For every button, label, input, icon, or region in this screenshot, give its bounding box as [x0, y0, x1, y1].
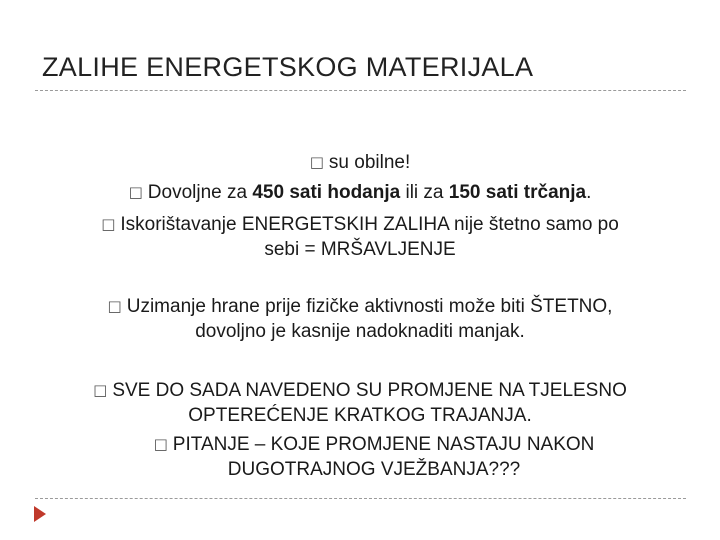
line-1-text: su obilne!	[328, 152, 411, 173]
line-2-bold-hours-running: 150 sati trčanja	[448, 182, 587, 203]
line-2-pre: Dovoljne za	[147, 182, 253, 203]
bullet-line-1	[0, 150, 720, 176]
line-3-text: Iskorištavanje ENERGETSKIH ZALIHA nije štetno samo po	[120, 214, 619, 235]
line-2-post: .	[586, 182, 592, 203]
next-arrow-icon[interactable]	[34, 506, 46, 522]
square-bullet-icon: □	[128, 183, 143, 201]
title-divider	[35, 90, 686, 91]
square-bullet-icon: □	[153, 435, 168, 453]
line-6-continuation: DUGOTRAJNOG VJEŽBANJA???	[227, 459, 521, 480]
line-5-text: SVE DO SADA NAVEDENO SU PROMJENE NA TJELESNO	[112, 380, 627, 401]
footer-divider	[35, 498, 686, 499]
line-2-mid: ili za	[400, 182, 449, 203]
line-4-text: Uzimanje hrane prije fizičke aktivnosti može biti ŠTETNO,	[126, 296, 613, 317]
line-2-bold-hours-walking: 450 sati hodanja	[252, 182, 401, 203]
square-bullet-icon: □	[101, 215, 116, 233]
bullet-line-3	[0, 212, 720, 238]
bullet-line-5	[0, 378, 720, 404]
bullet-line-4	[0, 294, 720, 320]
line-4-continuation: dovoljno je kasnije nadoknaditi manjak.	[195, 321, 525, 342]
line-6-text: PITANJE – KOJE PROMJENE NASTAJU NAKON	[172, 434, 595, 455]
square-bullet-icon: □	[107, 297, 122, 315]
line-5-continuation: OPTEREĆENJE KRATKOG TRAJANJA.	[188, 405, 532, 426]
square-bullet-icon: □	[309, 153, 324, 171]
bullet-line-2	[0, 180, 720, 206]
line-3-continuation: sebi = MRŠAVLJENJE	[264, 239, 456, 260]
square-bullet-icon: □	[93, 381, 108, 399]
bullet-line-6	[14, 432, 720, 458]
slide-title: ZALIHE ENERGETSKOG MATERIJALA	[42, 52, 534, 82]
